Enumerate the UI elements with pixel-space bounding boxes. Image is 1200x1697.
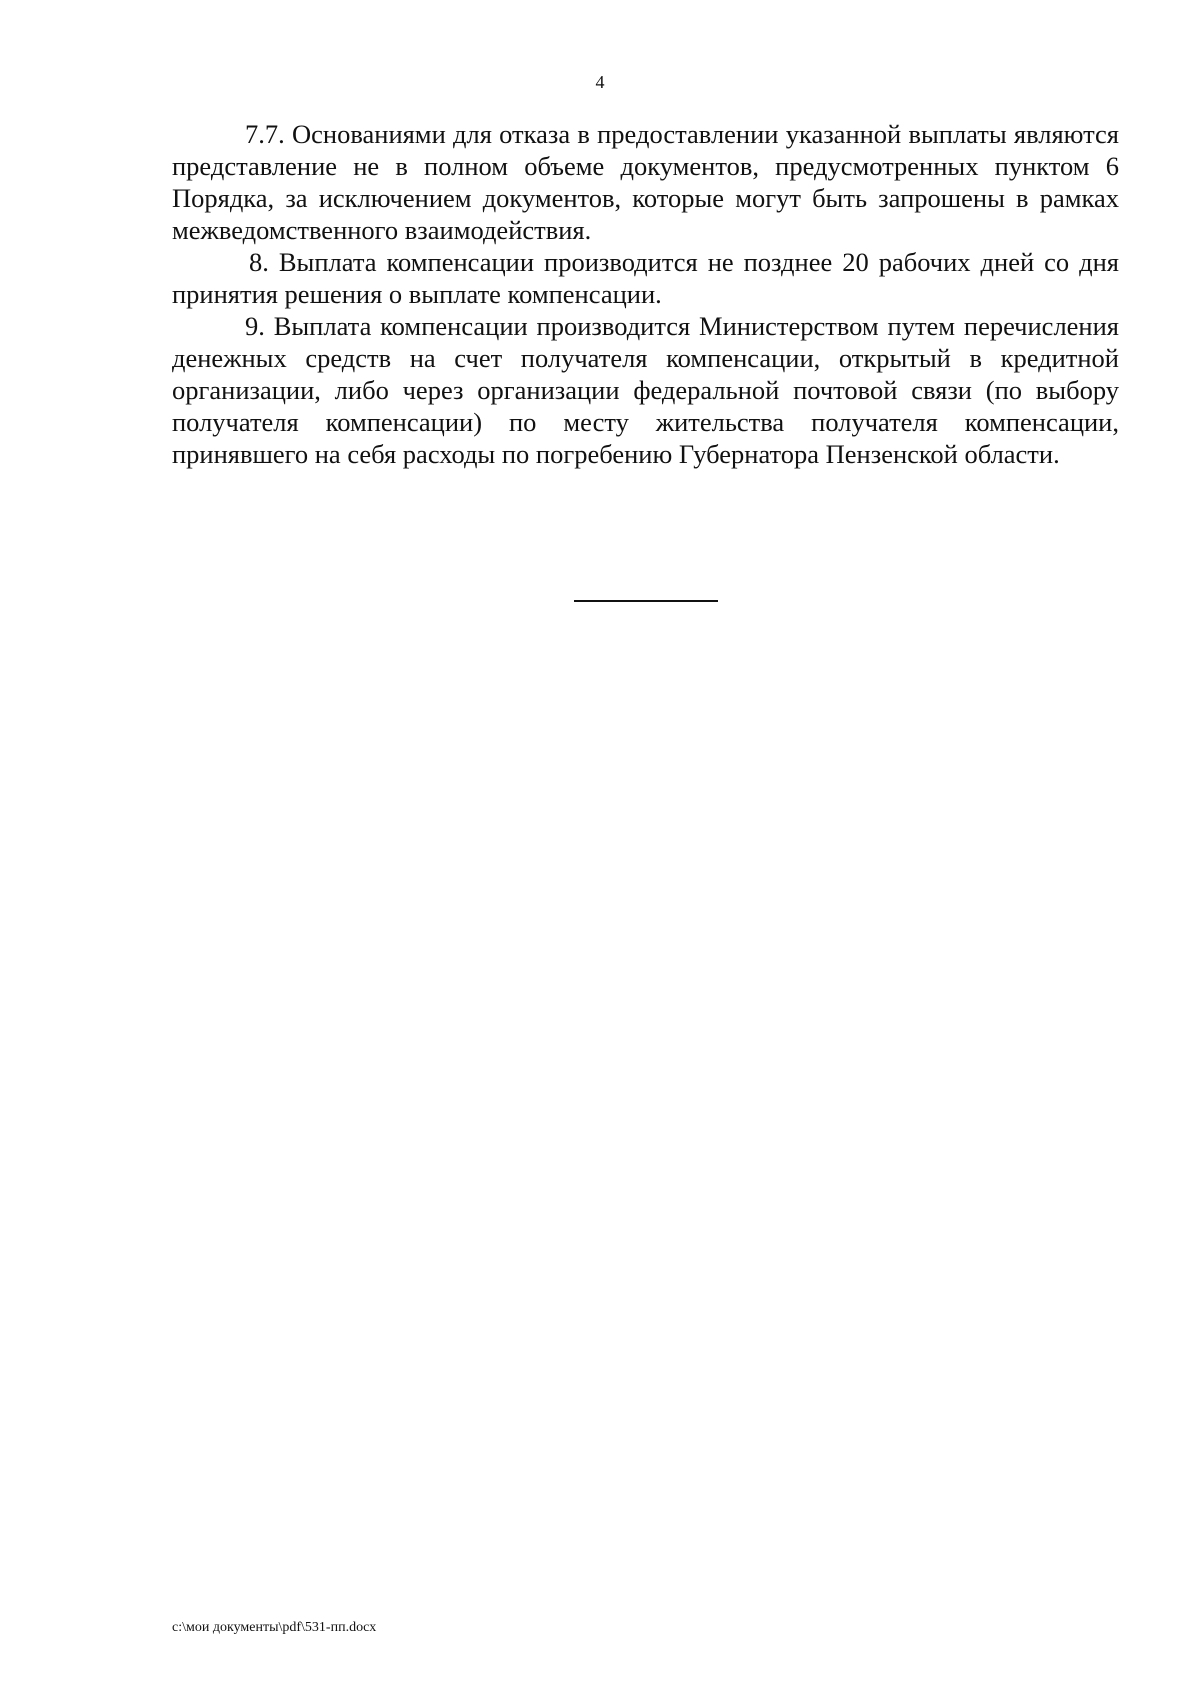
paragraph-8: 8. Выплата компенсации производится не позднее 20 рабочих дней со дня принятия решения о выплате компенсации. — [172, 247, 1119, 309]
document-body — [172, 118, 1119, 470]
footer-file-path: c:\мои документы\pdf\531-пп.docx — [172, 1620, 377, 1635]
page-number: 4 — [595, 72, 605, 92]
end-of-document-rule — [574, 600, 718, 602]
paragraph-9: 9. Выплата компенсации производится Министерством путем перечисления денежных средств на счет получателя компенсации, открытый в кредитной организации, либо через организации федеральной почтовой связи (по выбору получателя компенсации) по месту жительства получателя компенсации, принявшего на себя расходы по погребению Губернатора Пензенской области. — [172, 311, 1119, 469]
paragraph-7-7: 7.7. Основаниями для отказа в предоставлении указанной выплаты являются представление не в полном объеме документов, предусмотренных пунктом 6 Порядка, за исключением документов, которые могут быть запрошены в рамках межведомственного взаимодействия. — [172, 119, 1119, 245]
